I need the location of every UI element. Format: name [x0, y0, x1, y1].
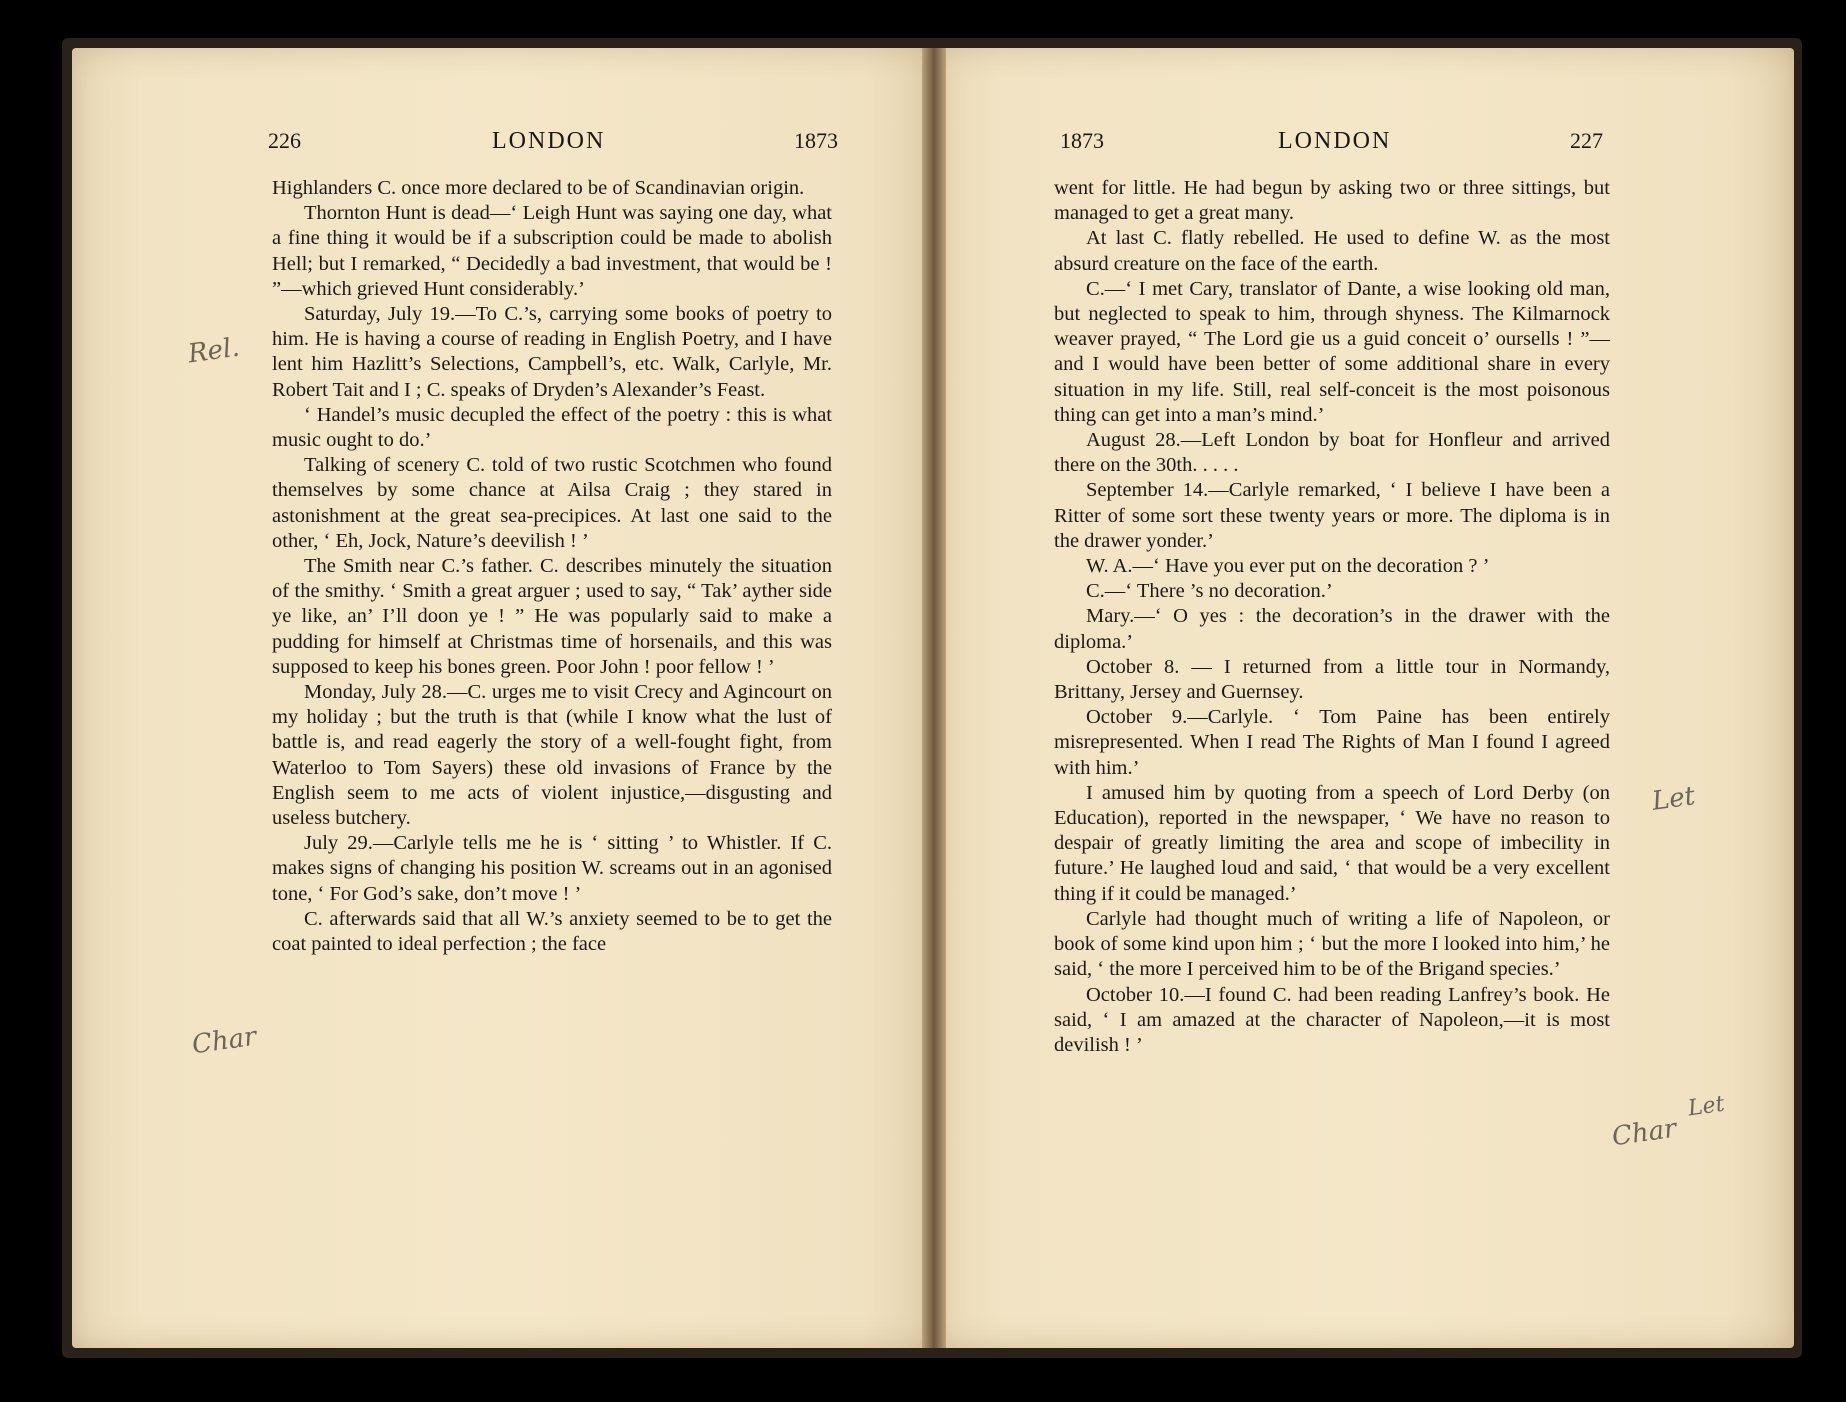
- margin-note: Char: [190, 1021, 259, 1061]
- paragraph: July 29.—Carlyle tells me he is ‘ sitting ’ to Whistler. If C. makes signs of changing his position W. screams out in an agonised tone, ‘ For God’s sake, don’t move ! ’: [272, 832, 832, 905]
- paragraph: Talking of scenery C. told of two rustic Scotchmen who found themselves by some chance at Ailsa Craig ; they stared in astonishment at the great sea-precipices. At last one said to the other, ‘ Eh, Jock, Nature’s deevilish ! ’: [272, 454, 832, 552]
- paragraph: October 10.—I found C. had been reading Lanfrey’s book. He said, ‘ I am amazed at the character of Napoleon,—it is most devilish ! ’: [1054, 983, 1610, 1056]
- paragraph: Carlyle had thought much of writing a life of Napoleon, or book of some kind upon him ; ‘ but the more I looked into him,’ he said, ‘ the more I perceived him to be of the Brigand species.’: [1054, 907, 1610, 981]
- paragraph: Saturday, July 19.—To C.’s, carrying some books of poetry to him. He is having a course of reading in English Poetry, and I have lent him Hazlitt’s Selections, Campbell’s, etc. Walk, Carlyle, Mr. Robert Tait and I ; C. speaks of Dryden’s Alexander’s Feast.: [272, 303, 832, 401]
- paragraph: Thornton Hunt is dead—‘ Leigh Hunt was saying one day, what a fine thing it would be if a subscription could be made to abolish Hell; but I remarked, “ Decidedly a bad investment, that would be ! ”—which grieved Hunt considerably.’: [272, 202, 832, 300]
- paragraph: C. afterwards said that all W.’s anxiety seemed to be to get the coat painted to ideal perfection ; the face: [272, 907, 832, 956]
- margin-note: Char: [1610, 1113, 1679, 1153]
- margin-note: Let: [1650, 781, 1697, 817]
- running-year: 1873: [1060, 128, 1104, 153]
- paragraph: October 9.—Carlyle. ‘ Tom Paine has been entirely misrepresented. When I read The Rights of Man I found I agreed with him.’: [1054, 706, 1610, 779]
- left-page-text: [272, 176, 832, 957]
- paragraph: C.—‘ I met Cary, translator of Dante, a wise looking old man, but neglected to speak to him, through shyness. The Kilmarnock weaver prayed, “ The Lord gie us a guid conceit o’ oursells ! ”—and I would have been better of some additional share in every situation in my life. Still, real self-conceit is the most poisonous thing can get into a man’s mind.’: [1054, 277, 1610, 426]
- paragraph: Highlanders C. once more declared to be of Scandinavian origin.: [272, 177, 805, 199]
- margin-note: Rel.: [186, 332, 242, 370]
- page-number: 227: [1570, 128, 1603, 153]
- paragraph: At last C. flatly rebelled. He used to define W. as the most absurd creature on the face of the earth.: [1054, 227, 1610, 275]
- left-running-head: [268, 128, 838, 156]
- paragraph: went for little. He had begun by asking two or three sittings, but managed to get a great many.: [1054, 177, 1610, 225]
- right-page-text: [1054, 176, 1610, 1058]
- margin-note: Let: [1686, 1091, 1727, 1122]
- running-title: LONDON: [1278, 128, 1392, 154]
- paragraph: I amused him by quoting from a speech of Lord Derby (on Education), reported in the newspaper, ‘ We have no reason to despair of greatly limiting the area and scope of imbecility in future.’ He laughed loud and said, ‘ that would be a very excellent thing if it could be managed.’: [1054, 781, 1610, 905]
- paragraph: September 14.—Carlyle remarked, ‘ I believe I have been a Ritter of some sort these twenty years or more. The diploma is in the drawer yonder.’: [1054, 479, 1610, 552]
- page-number: 226: [268, 128, 301, 153]
- running-year: 1873: [794, 128, 838, 153]
- paragraph: Monday, July 28.—C. urges me to visit Crecy and Agincourt on my holiday ; but the truth is that (while I know what the lust of battle is, and read eagerly the story of a well-fought fight, from Waterloo to Tom Sayers) these old invasions of France by the English seem to me acts of violent injustice,—disgusting and useless butchery.: [272, 681, 832, 830]
- right-running-head: [1060, 128, 1610, 156]
- paragraph: W. A.—‘ Have you ever put on the decoration ? ’: [1086, 555, 1490, 578]
- book-gutter: [922, 48, 946, 1348]
- paragraph: C.—‘ There ’s no decoration.’: [1086, 580, 1333, 603]
- paragraph: Mary.—‘ O yes : the decoration’s in the drawer with the diploma.’: [1054, 605, 1610, 653]
- paragraph: ‘ Handel’s music decupled the effect of the poetry : this is what music ought to do.’: [272, 403, 832, 452]
- paragraph: The Smith near C.’s father. C. describes minutely the situation of the smithy. ‘ Smith a great arguer ; used to say, “ Tak’ ayther side ye like, an’ I’ll doon ye ! ” He was popularly said to make a pudding for himself at Christmas time of horsenails, and this was supposed to keep his bones green. Poor John ! poor fellow ! ’: [272, 555, 832, 678]
- paragraph: October 8. — I returned from a little tour in Normandy, Brittany, Jersey and Guernsey.: [1054, 655, 1610, 704]
- paragraph: August 28.—Left London by boat for Honfleur and arrived there on the 30th. . . . .: [1054, 429, 1610, 477]
- running-title: LONDON: [492, 128, 606, 154]
